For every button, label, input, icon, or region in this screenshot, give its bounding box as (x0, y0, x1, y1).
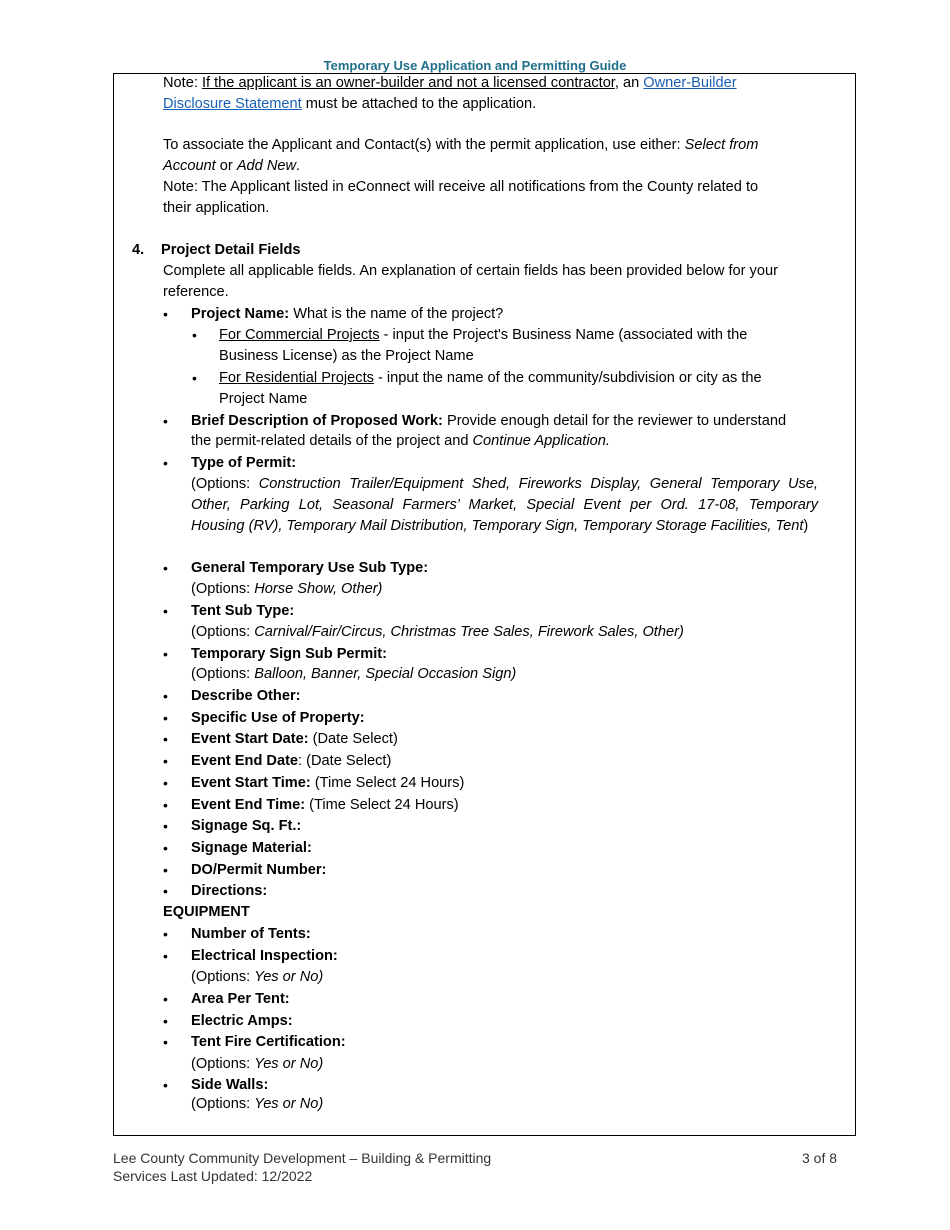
residential-label: For Residential Projects (219, 370, 374, 386)
associate-instruction-cont (163, 156, 300, 177)
bullet-icon: • (163, 455, 168, 471)
field-description: Provide enough detail for the reviewer to understand (442, 413, 787, 429)
event-start-date-field (191, 729, 398, 750)
bullet-icon: • (192, 370, 197, 386)
field-description: : (Date Select) (298, 753, 392, 769)
account-term: Account (163, 158, 216, 174)
commercial-projects-item (219, 325, 747, 346)
bullet-icon: • (163, 710, 168, 726)
field-label: Event Start Date: (191, 731, 309, 747)
bullet-icon: • (163, 818, 168, 834)
tent-fire-certification-field: Tent Fire Certification: (191, 1034, 346, 1050)
sign-sub-permit-label: Temporary Sign Sub Permit: (191, 646, 387, 662)
side-walls-field: Side Walls: (191, 1077, 269, 1093)
sign-sub-permit-options (191, 664, 516, 685)
field-label: Event End Time: (191, 797, 306, 813)
bullet-icon: • (163, 731, 168, 747)
bullet-icon: • (163, 1013, 168, 1029)
type-of-permit-options (191, 474, 818, 537)
options-values: Horse Show, Other) (254, 581, 383, 597)
residential-projects-cont: Project Name (219, 391, 308, 407)
options-values: Yes or No) (254, 1056, 324, 1072)
signage-sqft-field: Signage Sq. Ft.: (191, 818, 302, 834)
section-intro-cont: reference. (163, 284, 229, 300)
document-header: Temporary Use Application and Permitting Guide (323, 58, 627, 73)
section-intro: Complete all applicable fields. An explanation of certain fields has been provided below for your (163, 263, 778, 279)
field-description: (Time Select 24 Hours) (305, 797, 459, 813)
bullet-icon: • (163, 1077, 168, 1093)
page-number: 3 of 8 (802, 1150, 838, 1166)
bullet-icon: • (163, 991, 168, 1007)
bullet-icon: • (163, 797, 168, 813)
brief-description-field (191, 411, 786, 432)
options-prefix: (Options: (191, 969, 255, 985)
select-from-account-term: Select from (684, 137, 759, 153)
brief-description-cont (191, 431, 610, 452)
field-description: What is the name of the project? (289, 306, 504, 322)
bullet-icon: • (163, 306, 168, 322)
commercial-projects-cont: Business License) as the Project Name (219, 348, 474, 364)
bullet-icon: • (163, 413, 168, 429)
tent-sub-type-options (191, 622, 684, 643)
general-sub-type-options (191, 579, 382, 600)
field-label: Event Start Time: (191, 775, 311, 791)
options-values: Balloon, Banner, Special Occasion Sign) (254, 666, 517, 682)
owner-builder-disclosure-link-cont[interactable]: Disclosure Statement (163, 96, 302, 112)
options-suffix: ) (803, 518, 809, 534)
econnect-note-cont: their application. (163, 200, 270, 216)
field-label: Event End Date (191, 753, 299, 769)
event-start-time-field (191, 773, 464, 794)
options-prefix: (Options: (191, 581, 255, 597)
section-title: Project Detail Fields (161, 242, 301, 258)
field-description: (Time Select 24 Hours) (310, 775, 465, 791)
event-end-time-field (191, 795, 459, 816)
general-sub-type-label: General Temporary Use Sub Type: (191, 560, 429, 576)
field-description: (Date Select) (308, 731, 398, 747)
electrical-inspection-options (191, 967, 323, 988)
options-prefix: (Options: (191, 476, 259, 492)
field-label: Brief Description of Proposed Work: (191, 413, 443, 429)
bullet-icon: • (163, 1034, 168, 1050)
field-description-cont: the permit-related details of the project and (191, 433, 473, 449)
bullet-icon: • (163, 948, 168, 964)
event-end-date-field (191, 751, 391, 772)
footer-department: Lee County Community Development – Building & Permitting (113, 1150, 492, 1166)
side-walls-options (191, 1094, 323, 1115)
electric-amps-field: Electric Amps: (191, 1013, 293, 1029)
do-permit-number-field: DO/Permit Number: (191, 862, 327, 878)
residential-text: - input the name of the community/subdivision or city as the (373, 370, 762, 386)
number-of-tents-field: Number of Tents: (191, 926, 311, 942)
specific-use-field: Specific Use of Property: (191, 710, 365, 726)
bullet-icon: • (163, 926, 168, 942)
bullet-icon: • (163, 883, 168, 899)
note-middle: , an (614, 75, 644, 91)
section-number: 4. (132, 242, 145, 258)
options-prefix: (Options: (191, 624, 255, 640)
bullet-icon: • (163, 560, 168, 576)
permit-type-options: Construction Trailer/Equipment Shed, Fireworks Display, General Temporary Use, Other, Parking Lot, Seasonal Farmers’ Market, Special Event per Ord. 17-08, Temporary Housing (RV), Temporary Mail Distribution, Temporary Sign, Temporary Storage Facilities, Tent (191, 476, 818, 534)
equipment-heading: EQUIPMENT (163, 904, 250, 920)
owner-builder-disclosure-link[interactable]: Owner-Builder (643, 75, 737, 91)
associate-text: To associate the Applicant and Contact(s) with the permit application, use either: (163, 137, 685, 153)
tent-fire-certification-options (191, 1054, 323, 1075)
field-label: Project Name: (191, 306, 290, 322)
add-new-term: Add New (236, 158, 297, 174)
bullet-icon: • (192, 327, 197, 343)
directions-field: Directions: (191, 883, 268, 899)
signage-material-field: Signage Material: (191, 840, 312, 856)
econnect-note: Note: The Applicant listed in eConnect will receive all notifications from the County related to (163, 179, 759, 195)
options-values: Carnival/Fair/Circus, Christmas Tree Sales, Firework Sales, Other) (254, 624, 684, 640)
note-prefix: Note: (163, 75, 202, 91)
type-of-permit-label: Type of Permit: (191, 455, 297, 471)
note-suffix: must be attached to the application. (301, 96, 537, 112)
bullet-icon: • (163, 775, 168, 791)
continue-application-term: Continue Application. (472, 433, 610, 449)
electrical-inspection-field: Electrical Inspection: (191, 948, 338, 964)
options-values: Yes or No) (254, 1096, 324, 1112)
bullet-icon: • (163, 688, 168, 704)
or-text: or (215, 158, 237, 174)
residential-projects-item (219, 368, 762, 389)
associate-instruction (163, 135, 758, 156)
project-name-field (191, 304, 503, 325)
area-per-tent-field: Area Per Tent: (191, 991, 290, 1007)
tent-sub-type-label: Tent Sub Type: (191, 603, 295, 619)
options-prefix: (Options: (191, 1096, 255, 1112)
commercial-text: - input the Project's Business Name (associated with the (379, 327, 748, 343)
bullet-icon: • (163, 862, 168, 878)
owner-builder-condition: If the applicant is an owner-builder and not a licensed contractor (201, 75, 615, 91)
options-prefix: (Options: (191, 1056, 255, 1072)
owner-builder-note-cont (163, 94, 536, 115)
bullet-icon: • (163, 646, 168, 662)
commercial-label: For Commercial Projects (219, 327, 380, 343)
describe-other-field: Describe Other: (191, 688, 301, 704)
owner-builder-note (163, 73, 737, 94)
bullet-icon: • (163, 753, 168, 769)
bullet-icon: • (163, 840, 168, 856)
footer-updated: Services Last Updated: 12/2022 (113, 1168, 313, 1184)
options-values: Yes or No) (254, 969, 324, 985)
period: . (296, 158, 301, 174)
options-prefix: (Options: (191, 666, 255, 682)
bullet-icon: • (163, 603, 168, 619)
